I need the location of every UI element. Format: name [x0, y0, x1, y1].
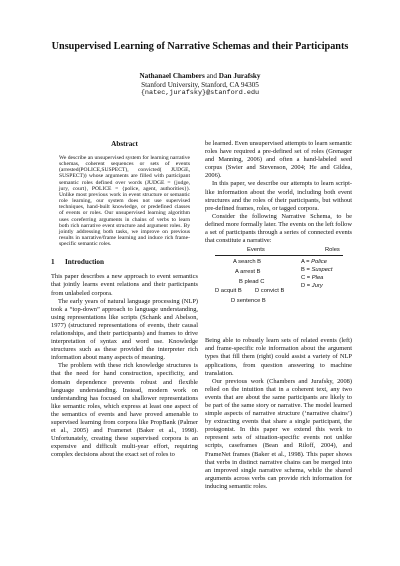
- schema-event: A arrest B: [235, 269, 261, 276]
- schema-role: D = Jury: [301, 283, 323, 290]
- role-letter: A: [301, 259, 305, 266]
- schema-event: D acquit B: [215, 288, 242, 295]
- intro-paragraph-3: The problem with these rich knowledge structures is that the need for hand construction, specificity, and domain dependence prevents robust and flexible language understanding. Instead, modern work on understanding has focused on shallower representations like semantic roles, which express at least one aspect of the semantics of events and have proved amenable to supervised learning from corpora like PropBank (Palmer et al., 2005) and Framenet (Baker et al., 1998). Unfortunately, creating these supervised corpora is an expensive and difficult multi-year effort, requiring complex decisions about the exact set of roles to: [51, 362, 198, 459]
- events-heading: Events: [247, 247, 265, 254]
- section-number: 1: [51, 258, 55, 267]
- narrative-schema-figure: [205, 247, 352, 331]
- abstract-text: We describe an unsupervised system for learning narrative schemas, coherent sequences or sets of events (arrested(POLICE,SUSPECT), convicted( JUDGE, SUSPECT)) whose arguments are filled with participant semantic roles defined over words (JUDGE = {judge, jury, court}, POLICE = {police, agent, authorities}). Unlike most previous work in event structure or semantic role learning, our system does not use supervised techniques, hand-built knowledge, or predefined classes of events or roles. Our unsupervised learning algorithm uses coreferring arguments in chains of verbs to learn both rich narrative event structure and argument roles. By jointly addressing both tasks, we improve on previous results in narrative/frame learning and induce rich frame-specific semantic roles.: [59, 155, 190, 248]
- author-names: [0, 72, 400, 81]
- role-letter: D: [301, 283, 306, 290]
- schema-event: D sentence B: [231, 298, 266, 305]
- role-name: Plea: [311, 275, 324, 282]
- right-paragraph-1: be learned. Even unsupervised attempts to learn semantic roles have required a pre-defined set of roles (Grenager and Manning, 2006) and often a hand-labeled seed corpus (Swier and Stevenson, 2004; He and Gildea, 2006).: [205, 140, 352, 180]
- left-column: [51, 140, 198, 460]
- right-paragraph-5: Our previous work (Chambers and Jurafsky, 2008) relied on the intuition that in a coherent text, any two events that are about the same participants are likely to be part of the same story or narrative. The model learned simple aspects of narrative structure (‘narrative chains’) by extracting events that share a single participant, the protagonist. In this paper we extend this work to represent sets of situation-specific events not unlike scripts, caseframes (Bean and Riloff, 2004), and FrameNet frames (Baker et al., 1998). This paper shows that verbs in distinct narrative chains can be merged into an improved single narrative schema, while the shared arguments across verbs can provide rich information for inducing semantic roles.: [205, 377, 352, 490]
- intro-paragraph-2: The early years of natural language processing (NLP) took a “top-down” approach to language understanding, using representations like scripts (Schank and Abelson, 1977) (structured representations of events, their causal relationships, and their participants) and frames to drive interpretation of syntax and word use. Knowledge structures such as these provided the interpreter rich information about many aspects of meaning.: [51, 297, 198, 362]
- schema-role: A = Police: [301, 259, 327, 266]
- abstract-heading: Abstract: [111, 140, 138, 148]
- affiliation: Stanford University, Stanford, CA 94305: [141, 80, 259, 89]
- figure-rule: [215, 255, 343, 256]
- role-letter: C: [301, 275, 306, 282]
- roles-heading: Roles: [325, 247, 340, 254]
- author-1: Nathanael Chambers: [139, 72, 205, 80]
- role-name: Jury: [311, 283, 323, 290]
- role-name: Police: [311, 259, 327, 266]
- author-email: {natec,jurafsky}@stanford.edu: [140, 89, 260, 98]
- right-paragraph-2: In this paper, we describe our attempts to learn script-like information about the world, including both event structures and the roles of their participants, but without pre-defined frames, roles, or tagged corpora.: [205, 180, 352, 212]
- role-letter: B: [301, 267, 305, 274]
- role-name: Suspect: [311, 267, 333, 274]
- intro-paragraph-1: This paper describes a new approach to event semantics that jointly learns event relations and their participants from unlabeled corpora.: [51, 273, 198, 297]
- section-title: Introduction: [65, 258, 105, 267]
- author-2: Dan Jurafsky: [218, 72, 261, 80]
- paper-title: Unsupervised Learning of Narrative Schemas and their Participants: [51, 41, 349, 52]
- right-paragraph-4: Being able to robustly learn sets of related events (left) and frame-specific role information about the argument types that fill them (right) could assist a variety of NLP applications, from question answering to machine translation.: [205, 337, 352, 377]
- right-paragraph-3: Consider the following Narrative Schema, to be defined more formally later. The events on the left follow a set of participants through a series of connected events that constitute a narrative:: [205, 212, 352, 245]
- schema-role: C = Plea: [301, 275, 324, 282]
- author-and: and: [206, 72, 217, 80]
- section-heading-introduction: [51, 258, 198, 266]
- author-block: [0, 72, 400, 98]
- schema-role: B = Suspect: [301, 267, 333, 274]
- schema-event: A search B: [233, 259, 262, 266]
- schema-event: D convict B: [255, 288, 285, 295]
- right-column: [205, 140, 352, 491]
- schema-event: B plead C: [239, 279, 265, 286]
